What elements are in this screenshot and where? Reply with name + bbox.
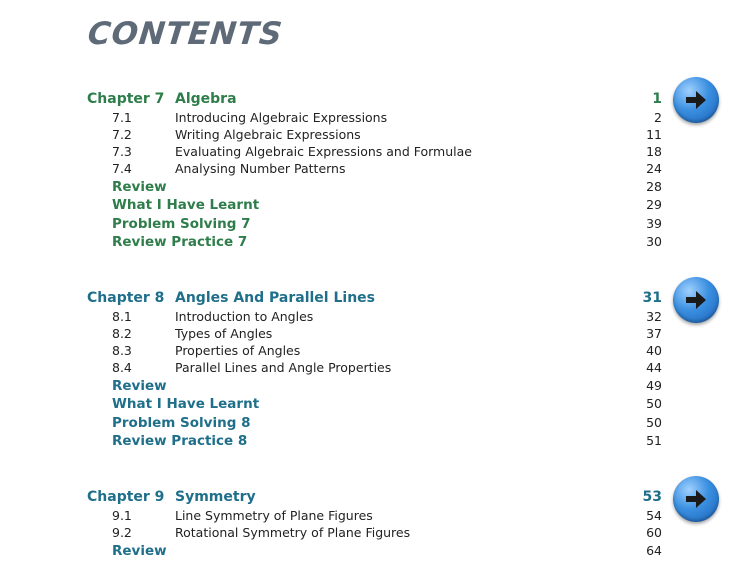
page-number: 37 (646, 326, 662, 341)
section-number: 8.4 (112, 360, 132, 375)
section-number: 8.3 (112, 343, 132, 358)
page-number: 64 (646, 543, 662, 558)
extra-title: What I Have Learnt (112, 396, 260, 412)
chapter-number: Chapter 8 (87, 290, 165, 306)
page-number: 44 (646, 360, 662, 375)
extra-title: Problem Solving 7 (112, 216, 251, 232)
extra-title: Review Practice 8 (112, 433, 248, 449)
section-number: 8.1 (112, 309, 132, 324)
toc-entry[interactable] (0, 109, 750, 127)
extra-title: Review (112, 179, 167, 195)
toc-entry[interactable] (0, 160, 750, 178)
toc-extra-entry[interactable] (0, 196, 750, 214)
arrow-right-icon (682, 86, 710, 114)
toc-extra-entry[interactable] (0, 178, 750, 196)
chapter-heading[interactable] (0, 289, 750, 307)
section-title: Properties of Angles (175, 343, 301, 358)
page-number: 24 (646, 161, 662, 176)
extra-title: What I Have Learnt (112, 197, 260, 213)
toc-extra-entry[interactable] (0, 432, 750, 450)
chapter-8-go-button[interactable] (673, 277, 719, 323)
toc-entry[interactable] (0, 524, 750, 542)
section-number: 8.2 (112, 326, 132, 341)
page-number: 32 (646, 309, 662, 324)
page-number: 18 (646, 144, 662, 159)
page-title: CONTENTS (86, 16, 285, 52)
page-number: 1 (652, 91, 662, 107)
chapter-number: Chapter 7 (87, 91, 165, 107)
arrow-right-icon (682, 485, 710, 513)
page-number: 2 (654, 110, 662, 125)
page-number: 28 (646, 179, 662, 194)
extra-title: Review (112, 378, 167, 394)
toc-entry[interactable] (0, 308, 750, 326)
chapter-title: Symmetry (175, 489, 256, 505)
chapter-9-go-button[interactable] (673, 476, 719, 522)
page-number: 11 (646, 127, 662, 142)
section-number: 7.3 (112, 144, 132, 159)
toc-entry[interactable] (0, 507, 750, 525)
section-title: Rotational Symmetry of Plane Figures (175, 525, 411, 540)
page-number: 50 (646, 396, 662, 411)
page-number: 51 (646, 433, 662, 448)
section-number: 9.2 (112, 525, 132, 540)
page-number: 31 (642, 290, 662, 306)
chapter-heading[interactable] (0, 90, 750, 108)
chapter-title: Angles And Parallel Lines (175, 290, 375, 306)
section-title: Types of Angles (175, 326, 273, 341)
section-number: 7.4 (112, 161, 132, 176)
section-title: Evaluating Algebraic Expressions and Formulae (175, 144, 472, 159)
extra-title: Review (112, 543, 167, 559)
toc-entry[interactable] (0, 342, 750, 360)
page-number: 54 (646, 508, 662, 523)
toc-entry[interactable] (0, 143, 750, 161)
page-number: 53 (642, 489, 662, 505)
section-title: Parallel Lines and Angle Properties (175, 360, 392, 375)
chapter-title: Algebra (175, 91, 237, 107)
page-number: 50 (646, 415, 662, 430)
toc-entry[interactable] (0, 325, 750, 343)
toc-entry[interactable] (0, 126, 750, 144)
toc-entry[interactable] (0, 359, 750, 377)
section-title: Line Symmetry of Plane Figures (175, 508, 373, 523)
chapter-7-go-button[interactable] (673, 77, 719, 123)
page-number: 60 (646, 525, 662, 540)
page-number: 49 (646, 378, 662, 393)
page-number: 30 (646, 234, 662, 249)
section-title: Analysing Number Patterns (175, 161, 346, 176)
toc-extra-entry[interactable] (0, 377, 750, 395)
toc-extra-entry[interactable] (0, 542, 750, 560)
section-number: 7.2 (112, 127, 132, 142)
chapter-heading[interactable] (0, 488, 750, 506)
page-number: 39 (646, 216, 662, 231)
arrow-right-icon (682, 286, 710, 314)
extra-title: Review Practice 7 (112, 234, 248, 250)
section-number: 9.1 (112, 508, 132, 523)
toc-extra-entry[interactable] (0, 215, 750, 233)
section-number: 7.1 (112, 110, 132, 125)
section-title: Writing Algebraic Expressions (175, 127, 361, 142)
section-title: Introduction to Angles (175, 309, 314, 324)
chapter-number: Chapter 9 (87, 489, 165, 505)
page-number: 29 (646, 197, 662, 212)
section-title: Introducing Algebraic Expressions (175, 110, 388, 125)
toc-extra-entry[interactable] (0, 395, 750, 413)
page-number: 40 (646, 343, 662, 358)
extra-title: Problem Solving 8 (112, 415, 251, 431)
toc-extra-entry[interactable] (0, 414, 750, 432)
toc-extra-entry[interactable] (0, 233, 750, 251)
